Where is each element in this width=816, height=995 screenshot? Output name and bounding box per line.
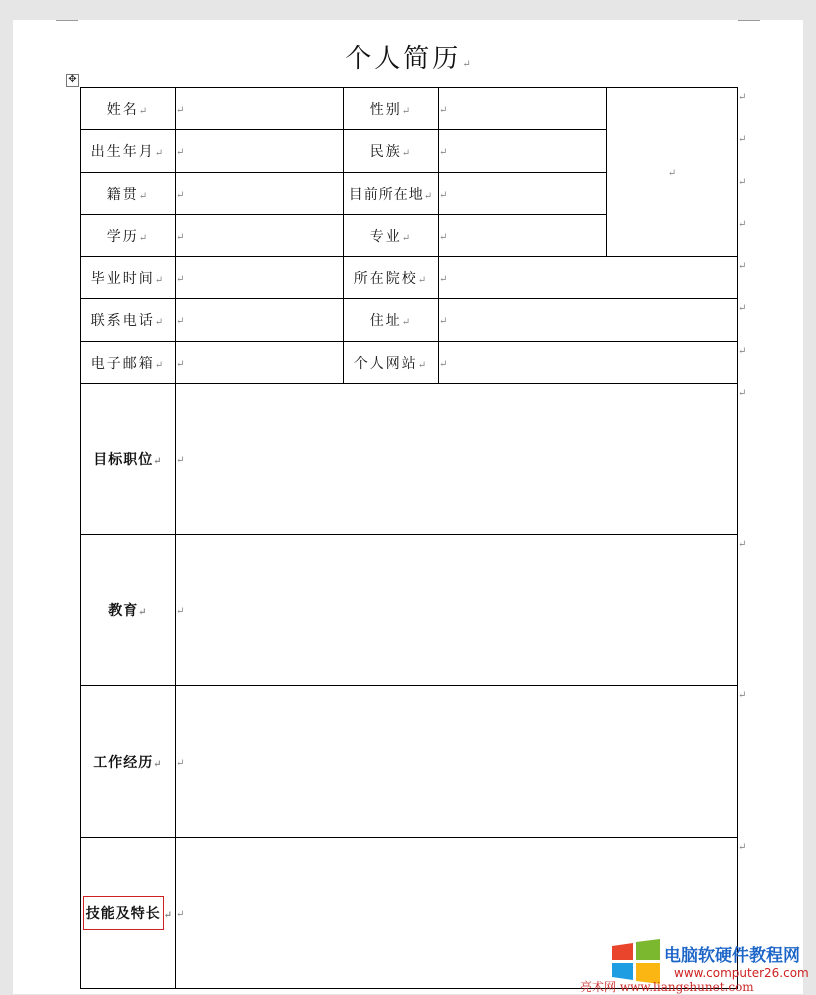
section-label-education[interactable]: 教育↵ xyxy=(81,535,176,686)
watermark-brand: 电脑软硬件教程网 xyxy=(664,946,800,966)
section-row xyxy=(81,686,738,838)
label-cell[interactable]: 联系电话↵ xyxy=(81,299,176,342)
value-cell[interactable]: ↵ xyxy=(439,342,738,384)
value-cell[interactable]: ↵ xyxy=(176,342,344,384)
value-cell[interactable]: ↵ xyxy=(439,215,607,257)
label-cell[interactable]: 籍贯↵ xyxy=(81,173,176,215)
section-label-work-experience[interactable]: 工作经历↵ xyxy=(81,686,176,838)
value-cell[interactable]: ↵ xyxy=(176,215,344,257)
watermark-brand-url: www.computer26.com xyxy=(674,966,809,980)
resume-table xyxy=(80,87,738,989)
table-row xyxy=(81,342,738,384)
table-row xyxy=(81,299,738,342)
table-row xyxy=(81,88,738,130)
label-cell[interactable]: 所在院校↵ xyxy=(344,257,439,299)
value-cell[interactable]: ↵ xyxy=(439,173,607,215)
selection-highlight: 技能及特长 xyxy=(83,896,164,930)
table-row xyxy=(81,257,738,299)
section-label-skills[interactable]: 技能及特长 ↵ xyxy=(81,838,176,989)
page-corner-mark-left xyxy=(56,20,78,21)
value-cell[interactable]: ↵ xyxy=(176,299,344,342)
photo-cell[interactable]: ↵ xyxy=(607,88,738,257)
label-cell[interactable]: 姓名↵ xyxy=(81,88,176,130)
value-cell[interactable]: ↵ xyxy=(176,257,344,299)
label-cell[interactable]: 出生年月↵ xyxy=(81,130,176,173)
watermark-site: 亮术网 www.liangshunet.com xyxy=(580,980,754,994)
value-cell[interactable]: ↵ xyxy=(176,130,344,173)
label-cell[interactable]: 个人网站↵ xyxy=(344,342,439,384)
label-cell[interactable]: 学历↵ xyxy=(81,215,176,257)
label-cell[interactable]: 专业↵ xyxy=(344,215,439,257)
section-content-education[interactable]: ↵ xyxy=(176,535,738,686)
section-content-target-position[interactable]: ↵ xyxy=(176,384,738,535)
section-row xyxy=(81,384,738,535)
value-cell[interactable]: ↵ xyxy=(439,257,738,299)
label-cell[interactable]: 毕业时间↵ xyxy=(81,257,176,299)
label-cell[interactable]: 目前所在地↵ xyxy=(344,173,439,215)
paragraph-mark-icon: ↵ xyxy=(462,59,471,70)
label-cell[interactable]: 电子邮箱↵ xyxy=(81,342,176,384)
page-corner-mark-right xyxy=(738,20,760,21)
section-label-target-position[interactable]: 目标职位↵ xyxy=(81,384,176,535)
value-cell[interactable]: ↵ xyxy=(439,299,738,342)
value-cell[interactable]: ↵ xyxy=(176,88,344,130)
table-move-handle-icon[interactable]: ✥ xyxy=(66,74,79,87)
section-row xyxy=(81,535,738,686)
section-content-work-experience[interactable]: ↵ xyxy=(176,686,738,838)
label-cell[interactable]: 住址↵ xyxy=(344,299,439,342)
label-cell[interactable]: 性别↵ xyxy=(344,88,439,130)
value-cell[interactable]: ↵ xyxy=(176,173,344,215)
section-content-skills[interactable]: ↵ xyxy=(176,838,738,989)
value-cell[interactable]: ↵ xyxy=(439,88,607,130)
value-cell[interactable]: ↵ xyxy=(439,130,607,173)
page-title[interactable]: 个人简历↵ xyxy=(345,44,471,74)
label-cell[interactable]: 民族↵ xyxy=(344,130,439,173)
